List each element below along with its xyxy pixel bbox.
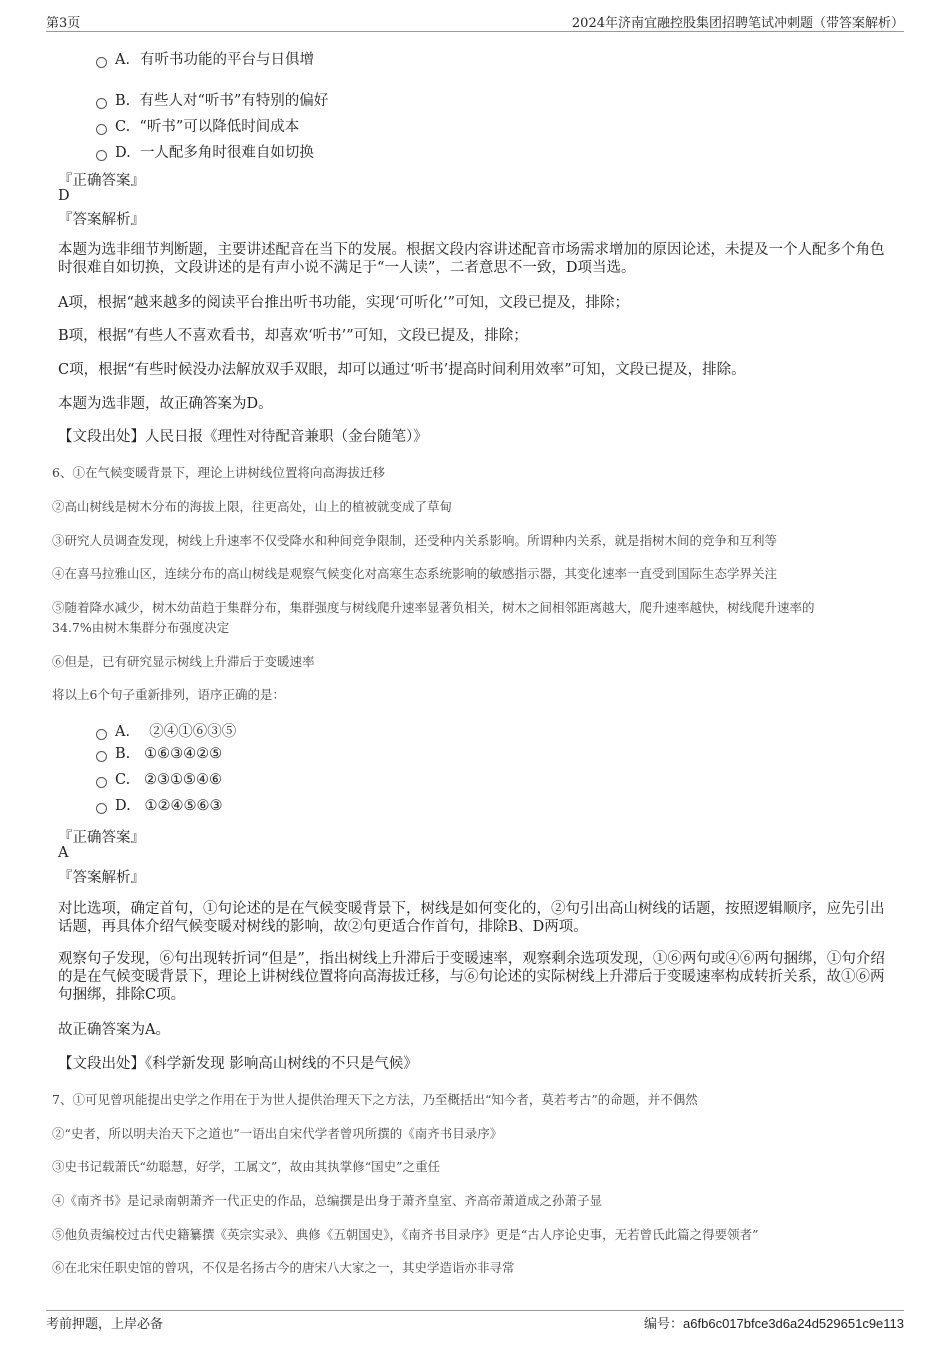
page-footer xyxy=(46,1313,904,1333)
radio-icon[interactable] xyxy=(96,729,107,740)
q6-analysis-1: 对比选项，确定首句，①句论述的是在气候变暖背景下，树线是如何变化的，②句引出高山树线的话题，按照逻辑顺序，应先引出话题，再具体介绍气候变暖对树线的影响，故②句更适合作首句，排除B、D两项。 xyxy=(58,901,885,935)
q6-prompt: 将以上6个句子重新排列，语序正确的是： xyxy=(52,687,285,702)
q6-sentence-3: ③研究人员调查发现，树线上升速率不仅受降水和种间竞争限制，还受种内关系影响。所谓种内关系，就是指树木间的竞争和互利等 xyxy=(52,533,778,548)
q5-analysis-c: C项，根据“有些时候没办法解放双手双眼，却可以通过‘听书’提高时间利用效率”可知，文段已提及，排除。 xyxy=(58,362,746,378)
q6-analysis-2: 观察句子发现，⑥句出现转折词“但是”，指出树线上升滞后于变暖速率，观察剩余选项发现，①⑥两句或④⑥两句捆绑，①句介绍的是在气候变暖背景下，理论上讲树线位置将向高海拔迁移，与⑥句论述的实际树线上升滞后于变暖速率构成转折关系，故①⑥两句捆绑，排除C项。 xyxy=(58,951,885,1003)
q6-sentence-6: ⑥但是，已有研究显示树线上升滞后于变暖速率 xyxy=(52,654,315,669)
footer-slogan: 考前押题，上岸必备 xyxy=(46,1317,164,1332)
q5-analysis-b: B项，根据“有些人不喜欢看书，却喜欢‘听书’”可知，文段已提及，排除； xyxy=(58,328,528,344)
q6-sentence-2: ②高山树线是树木分布的海拔上限，往更高处，山上的植被就变成了草甸 xyxy=(52,499,453,514)
q6-option-a[interactable]: A． ②④①⑥③⑤ xyxy=(96,720,236,741)
q6-sentence-4: ④在喜马拉雅山区，连续分布的高山树线是观察气候变化对高寒生态系统影响的敏感指示器，其变化速率一直受到国际生态学界关注 xyxy=(52,566,778,581)
page-header xyxy=(46,12,904,32)
q6-sentence-1: 6、①在气候变暖背景下，理论上讲树线位置将向高海拔迁移 xyxy=(52,465,385,480)
q6-sentence-5: ⑤随着降水减少，树木幼苗趋于集群分布，集群强度与树线爬升速率显著负相关，树木之间相邻距离越大，爬升速率越快，树线爬升速率的 xyxy=(52,600,815,615)
q6-answer: A xyxy=(58,845,69,861)
radio-icon[interactable] xyxy=(96,98,107,109)
document-title: 2024年济南宜融控股集团招聘笔试冲刺题（带答案解析） xyxy=(571,16,904,31)
q6-option-c[interactable]: C. ②③①⑤④⑥ xyxy=(96,772,222,788)
q7-sentence-5: ⑤他负责编校过古代史籍纂撰《英宗实录》、典修《五朝国史》，《南齐书目录序》更是“古人序论史事，无若曾氏此篇之得要领者” xyxy=(52,1227,759,1242)
q5-option-d[interactable]: D. 一人配多角时很难自如切换 xyxy=(96,141,314,162)
q6-sentence-5-cont: 34.7%由树木集群分布强度决定 xyxy=(52,620,230,635)
q5-option-a[interactable]: A．有听书功能的平台与日俱增 xyxy=(96,48,314,69)
q5-analysis-main: 本题为选非细节判断题，主要讲述配音在当下的发展。根据文段内容讲述配音市场需求增加的原因论述，未提及一个人配多个角色时很难自如切换，文段讲述的是有声小说不满足于“一人读”，二者意思不一致，D项当选。 xyxy=(58,242,885,276)
q5-option-b[interactable]: B. 有些人对“听书”有特别的偏好 xyxy=(96,89,328,110)
q7-sentence-2: ②“史者，所以明夫治天下之道也”一语出自宋代学者曾巩所撰的《南齐书目录序》 xyxy=(52,1126,503,1141)
radio-icon[interactable] xyxy=(96,777,107,788)
radio-icon[interactable] xyxy=(96,803,107,814)
q5-answer: D xyxy=(58,188,70,204)
q6-option-b[interactable]: B. ①⑥③④②⑤ xyxy=(96,746,222,762)
page-number: 第3页 xyxy=(46,16,81,31)
document-code: 编号：a6fb6c017bfce3d6a24d529651c9e113 xyxy=(644,1316,904,1332)
radio-icon[interactable] xyxy=(96,751,107,762)
q6-analysis-heading: 『答案解析』 xyxy=(58,870,145,886)
footer-divider xyxy=(46,1310,904,1311)
q6-source: 【文段出处】《科学新发现 影响高山树线的不只是气候》 xyxy=(58,1056,418,1072)
q5-analysis-a: A项，根据“越来越多的阅读平台推出听书功能，实现‘可听化’”可知，文段已提及，排除； xyxy=(58,295,630,311)
q5-answer-heading: 『正确答案』 xyxy=(58,173,145,189)
radio-icon[interactable] xyxy=(96,124,107,135)
header-divider xyxy=(46,31,904,32)
q6-option-d[interactable]: D. ①②④⑤⑥③ xyxy=(96,798,223,814)
q6-conclusion: 故正确答案为A。 xyxy=(58,1022,170,1038)
q7-sentence-1: 7、①可见曾巩能提出史学之作用在于为世人提供治理天下之方法，乃至概括出“知今者，莫若考古”的命题，并不偶然 xyxy=(52,1092,698,1107)
q7-sentence-6: ⑥在北宋任职史馆的曾巩，不仅是名扬古今的唐宋八大家之一，其史学造诣亦非寻常 xyxy=(52,1260,515,1275)
q6-answer-heading: 『正确答案』 xyxy=(58,830,145,846)
q5-option-c[interactable]: C. “听书”可以降低时间成本 xyxy=(96,115,299,136)
q5-source: 【文段出处】人民日报《理性对待配音兼职（金台随笔）》 xyxy=(58,429,428,445)
radio-icon[interactable] xyxy=(96,150,107,161)
q7-sentence-4: ④《南齐书》是记录南朝萧齐一代正史的作品，总编撰是出身于萧齐皇室、齐高帝萧道成之孙萧子显 xyxy=(52,1193,603,1208)
q7-sentence-3: ③史书记载萧氏“幼聪慧，好学，工属文”，故由其执掌修“国史”之重任 xyxy=(52,1159,441,1174)
q5-conclusion: 本题为选非题，故正确答案为D。 xyxy=(58,396,273,412)
radio-icon[interactable] xyxy=(96,57,107,68)
q5-analysis-heading: 『答案解析』 xyxy=(58,212,145,228)
